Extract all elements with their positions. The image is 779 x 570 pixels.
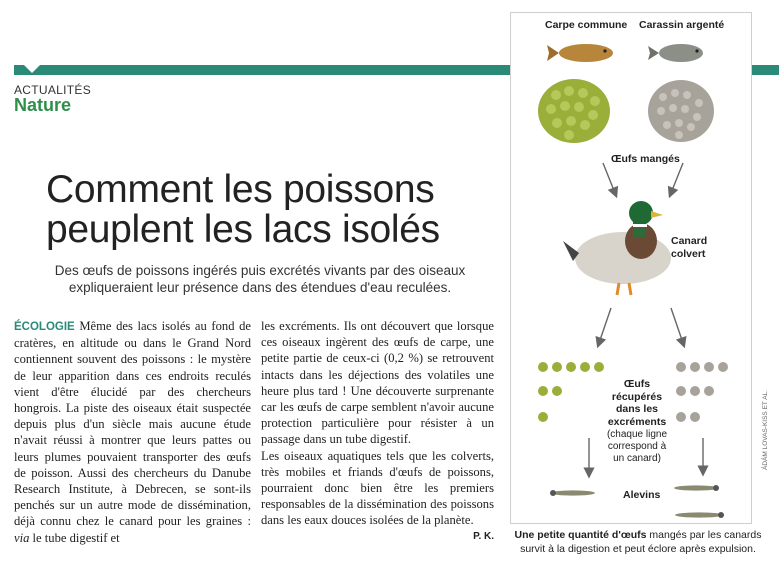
arrow-from-duck-left bbox=[599, 308, 611, 343]
infographic-panel bbox=[510, 12, 752, 524]
col1-end: le tube digestif et bbox=[29, 530, 120, 545]
section-label: ACTUALITÉS bbox=[14, 83, 92, 97]
mallard-duck-icon bbox=[563, 201, 671, 295]
infographic-caption bbox=[508, 528, 768, 556]
kicker: ÉCOLOGIE bbox=[14, 321, 75, 333]
carp-eggs-cluster bbox=[538, 79, 610, 143]
label-duck bbox=[671, 235, 707, 261]
note-line-1: (chaque ligne bbox=[606, 429, 668, 440]
recovered-line-1: Œufs bbox=[623, 378, 651, 390]
silver-carp-fish-icon bbox=[648, 44, 703, 62]
article-subtitle: Des œufs de poissons ingérés puis excrétés vivants par des oiseaux expliqueraient leur présence dans des étendues d'eau reculées. bbox=[54, 263, 466, 295]
label-larvae: Alevins bbox=[623, 489, 661, 501]
title-line-1: Comment les poissons bbox=[46, 168, 435, 211]
article-column-2 bbox=[261, 318, 494, 545]
col1-text: Même des lacs isolés au fond de cratères, en altitude ou dans le Grand Nord contiennent souvent des poissons : le mystère de leur apparition dans ces endroits reculés vient d'être élucidé par des chercheurs hongrois. La piste des oiseaux était suspectée depuis plus d'un siècle mais aucune étude n'avait réussi à montrer que leurs pattes ou leurs plumes pouvaient transporter des œufs de poisson. Aussi des chercheurs du Danube Research Institute, à Debrecen, se sont-ils penchés sur un autre mode de dissémination, déjà connu chez le canard pour les graines : bbox=[14, 319, 251, 529]
caption-bold: Une petite quantité d'œufs bbox=[514, 529, 647, 541]
label-silver-carp: Carassin argenté bbox=[639, 19, 725, 31]
recovered-carp-eggs bbox=[538, 362, 604, 422]
photo-credit: ÁDÁM LOVAS-KISS ET AL. bbox=[762, 390, 769, 470]
recovered-line-3: dans les bbox=[615, 403, 659, 415]
title-line-2: peuplent les lacs isolés bbox=[46, 208, 440, 251]
signature: P. K. bbox=[473, 530, 494, 542]
label-note bbox=[597, 429, 677, 465]
label-carp: Carpe commune bbox=[545, 19, 628, 31]
rubric-label: Nature bbox=[14, 95, 72, 115]
recovered-line-2: récupérés bbox=[611, 390, 663, 403]
label-duck-line-1: Canard bbox=[671, 235, 708, 247]
caption-rest: mangés par les canards survit à la digestion et peut éclore après expulsion. bbox=[520, 529, 762, 555]
arrow-from-duck-right bbox=[671, 308, 683, 343]
label-recovered-eggs bbox=[597, 378, 677, 428]
col1-italic: via bbox=[14, 530, 30, 545]
carp-fish-icon bbox=[547, 44, 613, 62]
arrow-to-duck-left bbox=[603, 163, 615, 193]
article-column-1 bbox=[14, 318, 251, 546]
col2-paragraph-1: les excréments. Ils ont découvert que lorsque ces oiseaux ingèrent des œufs de carpe, une petite partie de ceux-ci (0,2 %) se retrouvent intacts dans les déjections des volatiles une heure plus tard ! Une découverte surprenante car les œufs de carpe semblent n'avoir aucune protection particulière pour résister à un passage dans un tube digestif. bbox=[261, 319, 494, 447]
section-notch bbox=[24, 65, 40, 73]
col2-paragraph-2 bbox=[261, 448, 494, 542]
note-line-2: correspond à bbox=[607, 441, 667, 452]
recovered-silver-carp-eggs bbox=[676, 362, 728, 422]
arrow-to-duck-right bbox=[671, 163, 683, 193]
recovered-line-4: excréments bbox=[607, 415, 667, 428]
article-title bbox=[46, 170, 486, 250]
note-line-3: un canard) bbox=[613, 453, 661, 464]
label-eggs-eaten: Œufs mangés bbox=[611, 153, 680, 165]
label-duck-line-2: colvert bbox=[671, 248, 706, 260]
silver-carp-eggs-cluster bbox=[648, 80, 714, 142]
col2-paragraph-2-text: Les oiseaux aquatiques tels que les colverts, très mobiles et friands d'œufs de poissons, pourraient donc bien être les premiers responsables de la dissémination des poissons dans les eaux douces isolées de la planète. bbox=[261, 448, 494, 528]
